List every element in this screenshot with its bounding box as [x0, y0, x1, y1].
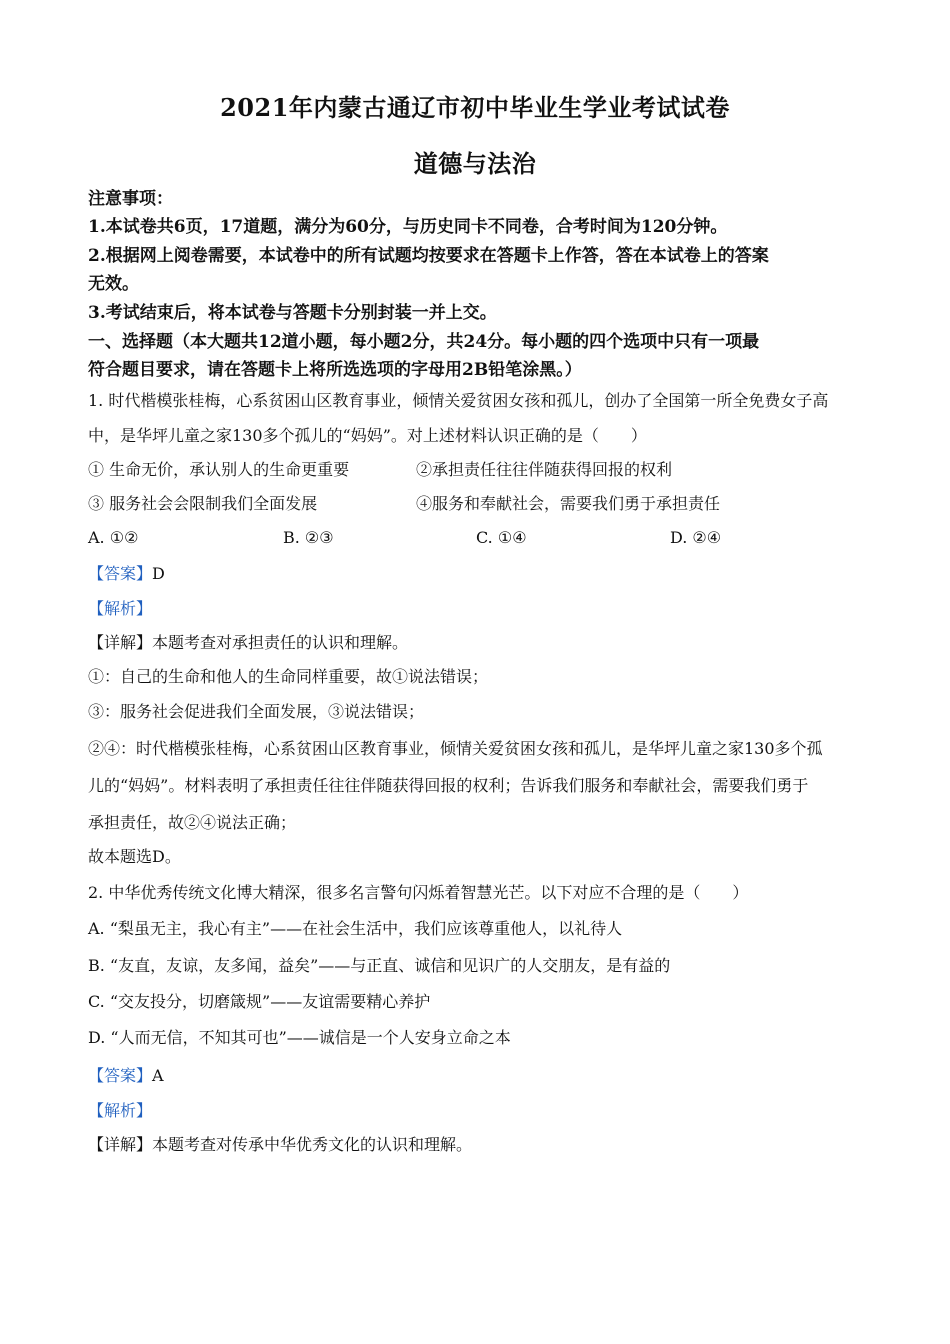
q1-answer-value: D [152, 564, 165, 583]
q1-detail-7: 故本题选D。 [88, 847, 181, 866]
q2-analysis-label: 【解析】 [88, 1101, 153, 1120]
q2-answer-label: 【答案】 [88, 1066, 153, 1085]
q1-detail-4: ②④：时代楷模张桂梅，心系贫困山区教育事业，倾情关爱贫困女孩和孤儿，是华坪儿童之家130多个孤 [88, 739, 823, 758]
q2-option-b: B. “友直，友谅，友多闻，益矣”——与正直、诚信和见识广的人交朋友，是有益的 [88, 956, 671, 975]
q2-option-c: C. “交友投分，切磨箴规”——友谊需要精心养护 [88, 992, 431, 1011]
q1-detail-2: ①：自己的生命和他人的生命同样重要，故①说法错误； [88, 667, 489, 686]
notice-1: 1.本试卷共6页，17道题，满分为60分，与历史同卡不同卷，合考时间为120分钟。 [88, 217, 728, 237]
notice-heading: 注意事项： [88, 189, 173, 209]
q1-detail-1: 【详解】本题考查对承担责任的认识和理解。 [88, 633, 409, 652]
q2-answer-value: A [152, 1066, 164, 1085]
q1-statement-4: ④服务和奉献社会，需要我们勇于承担责任 [416, 494, 721, 513]
exam-title: 2021年内蒙古通辽市初中毕业生学业考试试卷 [220, 93, 730, 122]
q2-answer [88, 1065, 868, 1087]
q1-option-b: B. ②③ [283, 528, 334, 547]
q1-answer [88, 563, 868, 585]
q1-detail-3: ③：服务社会促进我们全面发展，③说法错误； [88, 702, 425, 721]
q1-option-d: D. ②④ [670, 528, 722, 547]
section-heading-cont: 符合题目要求，请在答题卡上将所选选项的字母用2B铅笔涂黑。） [88, 360, 582, 380]
subject-title: 道德与法治 [413, 149, 537, 178]
q1-detail-6: 承担责任，故②④说法正确； [88, 813, 297, 832]
q1-option-c: C. ①④ [476, 528, 527, 547]
q1-stem: 1. 时代楷模张桂梅，心系贫困山区教育事业，倾情关爱贫困女孩和孤儿，创办了全国第一所全免费女子高 [88, 391, 829, 410]
q2-option-a: A. “梨虽无主，我心有主”——在社会生活中，我们应该尊重他人，以礼待人 [88, 919, 623, 938]
section-heading: 一、选择题（本大题共12道小题，每小题2分，共24分。每小题的四个选项中只有一项最 [88, 332, 760, 352]
q1-statement-2: ②承担责任往往伴随获得回报的权利 [416, 460, 673, 479]
q2-option-d: D. “人而无信，不知其可也”——诚信是一个人安身立命之本 [88, 1028, 511, 1047]
q1-option-a: A. ①② [88, 528, 139, 547]
notice-2: 2.根据网上阅卷需要，本试卷中的所有试题均按要求在答题卡上作答，答在本试卷上的答案 [88, 246, 769, 266]
q1-statement-3: ③ 服务社会会限制我们全面发展 [88, 494, 318, 513]
q1-detail-5: 儿的“妈妈”。材料表明了承担责任往往伴随获得回报的权利；告诉我们服务和奉献社会，需要我们勇于 [88, 776, 809, 795]
q2-detail: 【详解】本题考查对传承中华优秀文化的认识和理解。 [88, 1135, 473, 1154]
notice-3: 3.考试结束后，将本试卷与答题卡分别封装一并上交。 [88, 303, 497, 323]
q1-stem-cont: 中，是华坪儿童之家130多个孤儿的“妈妈”。对上述材料认识正确的是（ ） [88, 426, 647, 445]
q2-stem: 2. 中华优秀传统文化博大精深，很多名言警句闪烁着智慧光芒。以下对应不合理的是（ ） [88, 883, 749, 902]
q1-analysis-label: 【解析】 [88, 599, 153, 618]
q1-answer-label: 【答案】 [88, 564, 153, 583]
q1-statement-1: ① 生命无价，承认别人的生命更重要 [88, 460, 350, 479]
notice-2-cont: 无效。 [88, 274, 139, 294]
